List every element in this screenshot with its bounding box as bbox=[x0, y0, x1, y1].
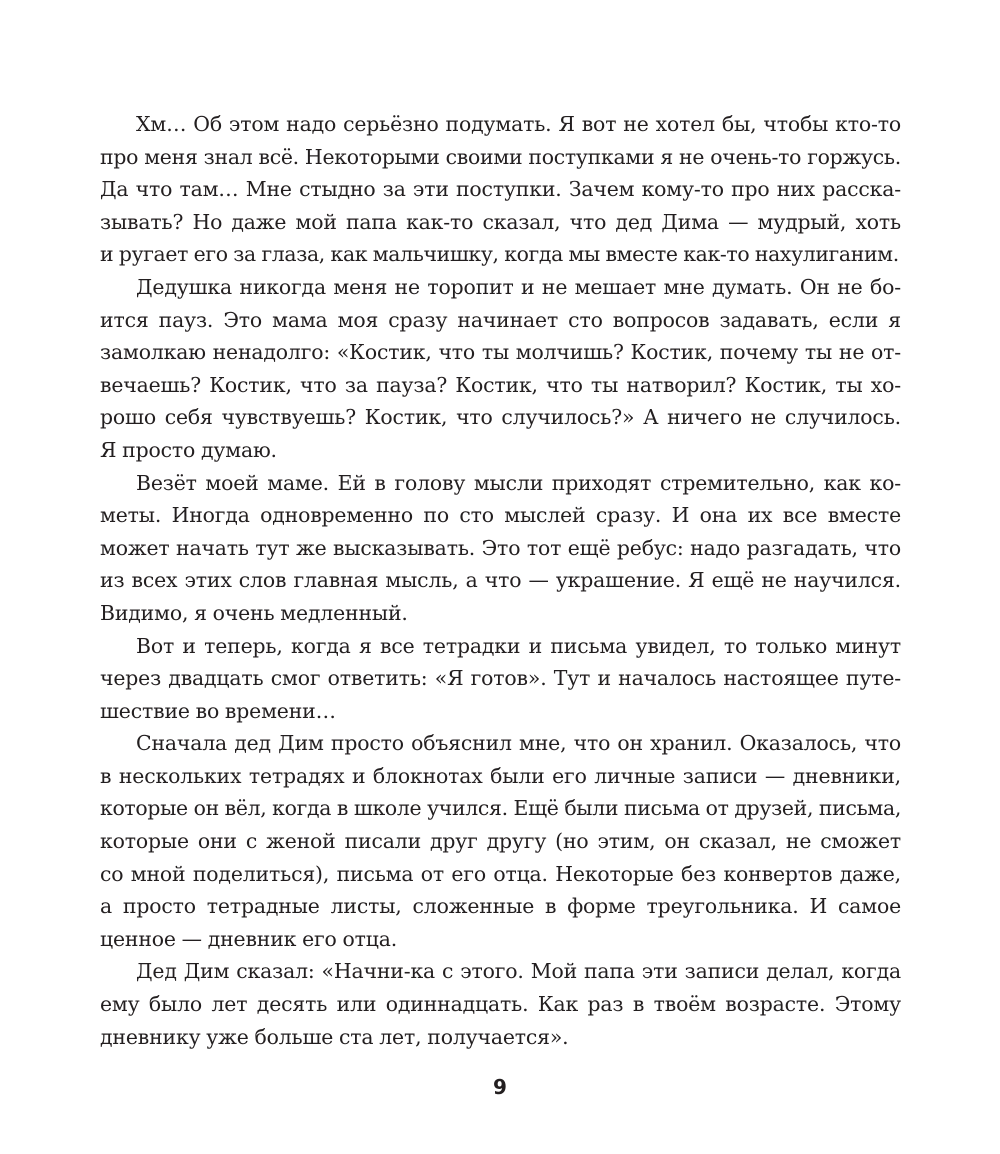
text-line: Вот и теперь, когда я все тетрадки и письма увидел, то только минут bbox=[136, 633, 901, 658]
text-line: которые они с женой писали друг другу (но этим, он сказал, не сможет bbox=[100, 829, 901, 854]
text-line: вечаешь? Костик, что за пауза? Костик, что ты натворил? Костик, ты хо- bbox=[100, 372, 901, 397]
paragraph-2 bbox=[100, 271, 901, 467]
text-line: замолкаю ненадолго: «Костик, что ты молчишь? Костик, почему ты не от- bbox=[100, 340, 901, 365]
text-line: ценное — дневник его отца. bbox=[100, 926, 398, 951]
text-line: со мной поделиться), письма от его отца. Некоторые без конвертов даже, bbox=[100, 861, 901, 886]
text-line: меты. Иногда одновременно по сто мыслей сразу. И она их все вместе bbox=[100, 503, 901, 528]
text-line: дневнику уже больше ста лет, получается». bbox=[100, 1024, 569, 1049]
paragraph-6 bbox=[100, 955, 901, 1053]
text-line: а просто тетрадные листы, сложенные в форме треугольника. И самое bbox=[100, 894, 901, 919]
text-line: и ругает его за глаза, как мальчишку, когда мы вместе как-то нахулиганим. bbox=[100, 242, 899, 267]
text-line: рошо себя чувствуешь? Костик, что случилось?» А ничего не случилось. bbox=[100, 405, 901, 430]
text-line: в нескольких тетрадях и блокнотах были его личные записи — дневники, bbox=[100, 763, 901, 788]
text-line: Я просто думаю. bbox=[100, 437, 277, 462]
text-line: через двадцать смог ответить: «Я готов». Тут и началось настоящее путе- bbox=[100, 666, 901, 691]
text-line: зывать? Но даже мой папа как-то сказал, что дед Дима — мудрый, хоть bbox=[100, 209, 901, 234]
text-line: Дедушка никогда меня не торопит и не мешает мне думать. Он не бо- bbox=[136, 274, 901, 299]
text-line: из всех этих слов главная мысль, а что — украшение. Я ещё не научился. bbox=[100, 568, 901, 593]
paragraph-1 bbox=[100, 108, 901, 271]
page-text bbox=[100, 108, 901, 1053]
paragraph-5 bbox=[100, 727, 901, 955]
text-line: про меня знал всё. Некоторыми своими поступками я не очень-то горжусь. bbox=[100, 144, 901, 169]
text-line: Хм… Об этом надо серьёзно подумать. Я вот не хотел бы, чтобы кто-то bbox=[136, 112, 901, 136]
text-line: ему было лет десять или одиннадцать. Как раз в твоём возрасте. Этому bbox=[100, 992, 901, 1017]
text-line: Дед Дим сказал: «Начни-ка с этого. Мой папа эти записи делал, когда bbox=[136, 959, 901, 984]
text-line: может начать тут же высказывать. Это тот ещё ребус: надо разгадать, что bbox=[100, 535, 901, 560]
text-line: Да что там… Мне стыдно за эти поступки. Зачем кому-то про них расска- bbox=[100, 177, 901, 202]
paragraph-3 bbox=[100, 467, 901, 630]
text-line: Сначала дед Дим просто объяснил мне, что он хранил. Оказалось, что bbox=[136, 731, 901, 756]
text-line: Видимо, я очень медленный. bbox=[100, 600, 408, 625]
page-number: 9 bbox=[493, 1075, 507, 1099]
text-line: шествие во времени… bbox=[100, 698, 336, 723]
text-line: ится пауз. Это мама моя сразу начинает сто вопросов задавать, если я bbox=[100, 307, 901, 332]
text-line: которые он вёл, когда в школе учился. Ещё были письма от друзей, письма, bbox=[100, 796, 901, 821]
text-line: Везёт моей маме. Ей в голову мысли приходят стремительно, как ко- bbox=[136, 470, 901, 495]
paragraph-4 bbox=[100, 630, 901, 728]
